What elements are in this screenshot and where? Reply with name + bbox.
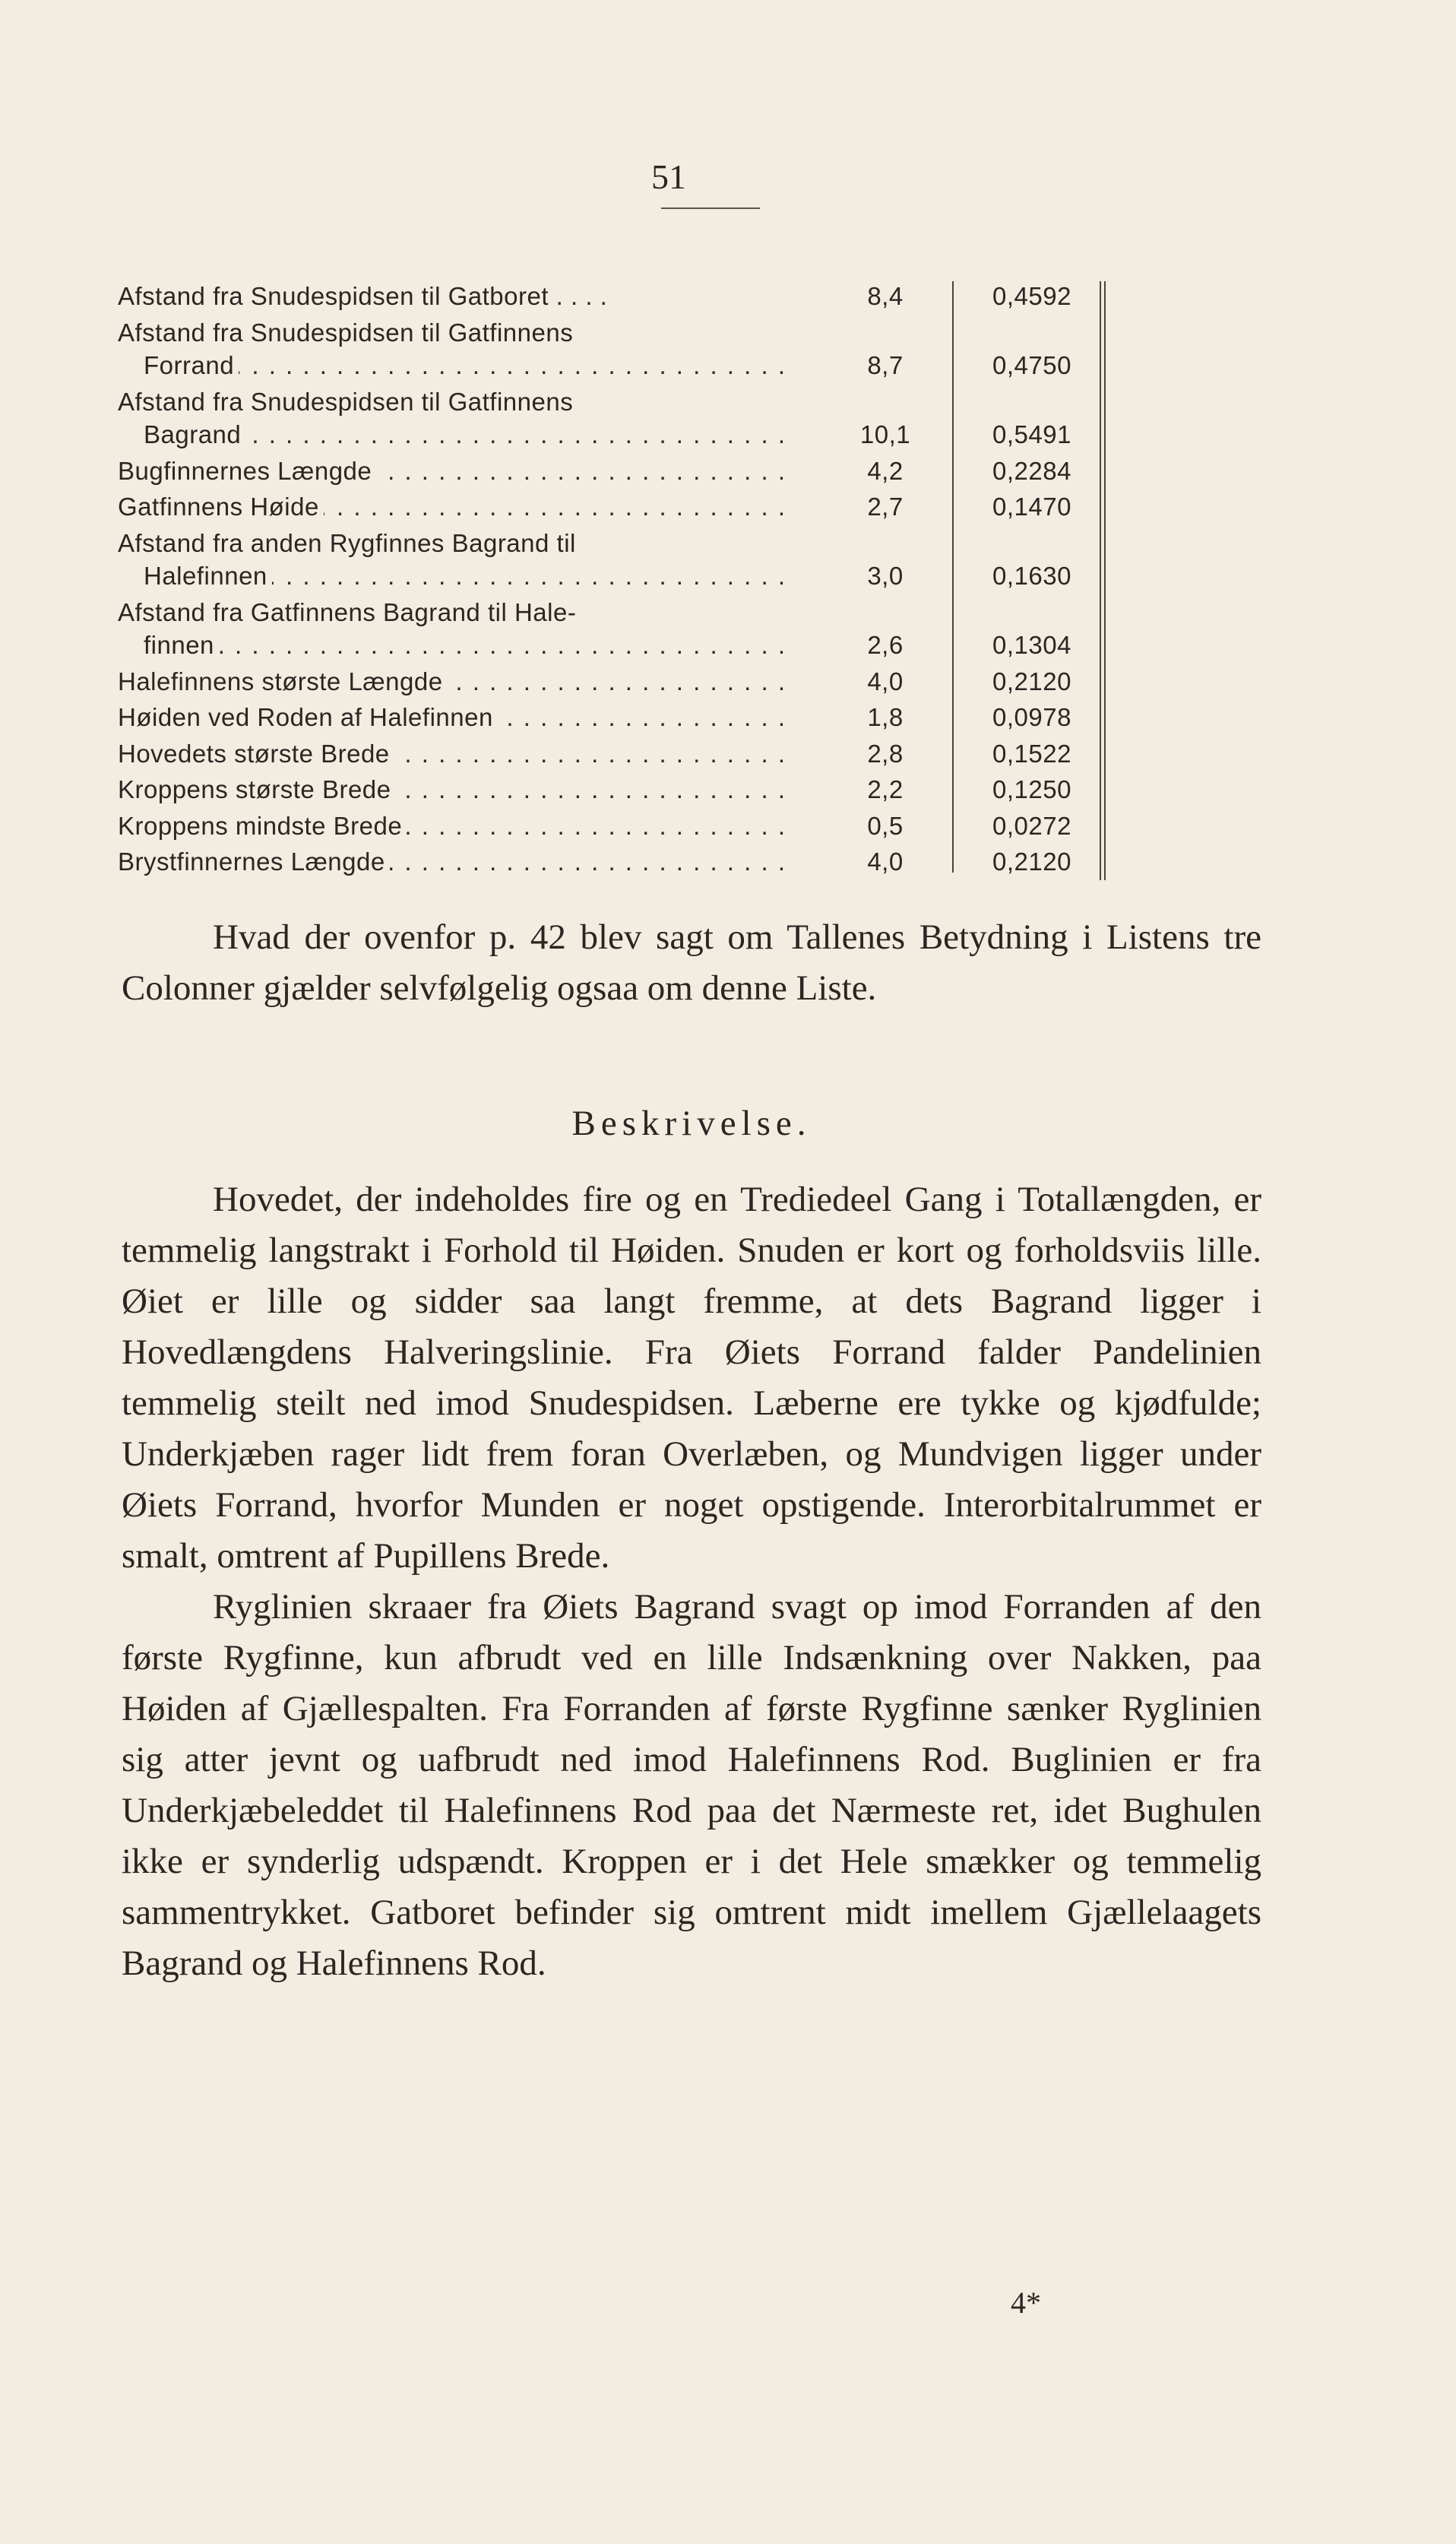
table-row [118,597,1098,664]
value-relative: 0,1522 [992,739,1071,768]
column-divider-2 [1100,281,1101,880]
value-relative: 0,1630 [992,562,1071,590]
value-relative: 0,1304 [992,631,1071,659]
table-row [118,387,1098,453]
row-label-text: Høiden ved Roden af Halefinnen [118,702,498,733]
table-row [118,281,1098,315]
value-absolute: 8,7 [867,351,904,379]
value-relative: 0,5491 [992,420,1071,448]
signature-mark: 4* [1011,2286,1041,2320]
row-label-text: finnen [144,630,219,661]
row-label-line [144,630,787,661]
row-label-text: Bagrand [144,420,245,450]
row-label-line [118,597,787,628]
row-label-text: Afstand fra anden Rygfinnes Bagrand til [118,529,581,557]
value-relative: 0,2120 [992,847,1071,876]
row-label-line [118,667,787,697]
intro-paragraph [122,912,1261,1014]
row-label-text: Halefinnens største Længde [118,667,448,697]
row-label-text: Kroppens mindste Brede [118,811,407,841]
table-row [118,667,1098,700]
row-label-line [118,775,787,805]
description-body [122,1174,1261,1989]
value-absolute: 10,1 [859,420,911,448]
row-label-text: Afstand fra Snudespidsen til Gatfinnens [118,318,578,347]
section-heading: Beskrivelse. [571,1104,812,1143]
value-relative: 0,0978 [992,703,1071,731]
row-label-text: Kroppens største Brede [118,775,396,805]
page-number: 51 [651,157,686,196]
intro-text: Hvad der ovenfor p. 42 blev sagt om Tallenes Betydning i Listens tre Colonner gjælder selvfølgelig ogsaa om denne Liste. [122,917,1261,1008]
row-label-line [118,492,787,522]
row-label-text: Gatfinnens Høide [118,492,324,522]
value-relative: 0,0272 [992,811,1071,840]
value-relative: 0,1470 [992,493,1071,521]
row-label-text: Afstand fra Snudespidsen til Gatboret . . . . [118,282,612,310]
row-label-line [118,281,787,312]
table-row [118,492,1098,525]
row-label-text: Forrand [144,350,239,381]
row-label-line [118,318,787,348]
value-absolute: 1,8 [867,703,904,731]
value-relative: 0,4592 [992,282,1071,310]
row-label-line [144,350,787,381]
table-row [118,775,1098,808]
value-absolute: 2,2 [867,775,904,803]
value-absolute: 4,0 [867,667,904,695]
table-row [118,847,1098,880]
value-absolute: 8,4 [867,282,904,310]
description-paragraph-1: Hovedet, der indeholdes fire og en Trediedeel Gang i Totallængden, er temmelig langstrakt i Forhold til Høiden. Snuden er kort og forholdsviis lille. Øiet er lille og sidder saa langt fremme, at dets Bagrand ligger i Hovedlængdens Halveringslinie. Fra Øiets Forrand falder Pandelinien temmelig steilt ned imod Snudespidsen. Læberne ere tykke og kjødfulde; Underkjæben rager lidt frem foran Overlæben, og Mundvigen ligger under Øiets Forrand, hvorfor Munden er noget opstigende. Interorbitalrummet er smalt, omtrent af Pupillens Brede. [122,1180,1261,1576]
row-label-text: Afstand fra Snudespidsen til Gatfinnens [118,388,578,416]
value-relative: 0,2120 [992,667,1071,695]
table-row [118,811,1098,844]
table-row [118,739,1098,772]
row-label-line [118,528,787,559]
value-relative: 0,1250 [992,775,1071,803]
value-absolute: 2,7 [867,493,904,521]
value-relative: 0,4750 [992,351,1071,379]
row-label-text: Halefinnen [144,561,272,591]
row-label-line [118,456,787,486]
table-row [118,702,1098,736]
row-label-line [144,420,787,450]
column-divider-2-double [1104,281,1106,880]
row-label-line [118,739,787,769]
row-label-text: Brystfinnernes Længde [118,847,390,877]
row-label-text: Afstand fra Gatfinnens Bagrand til Hale- [118,598,581,626]
description-paragraph-2: Ryglinien skraaer fra Øiets Bagrand svagt op imod Forranden af den første Rygfinne, kun afbrudt ved en lille Indsænkning over Nakken, paa Høiden af Gjællespalten. Fra Forranden af første Rygfinne sænker Ryglinien sig atter jevnt og uafbrudt ned imod Halefinnens Rod. Buglinien er fra Underkjæbeleddet til Halefinnens Rod paa det Nærmeste ret, idet Bughulen ikke er synderlig udspændt. Kroppen er i det Hele smækker og temmelig sammentrykket. Gatboret befinder sig omtrent midt imellem Gjællelaagets Bagrand og Halefinnens Rod. [122,1587,1261,1983]
value-absolute: 3,0 [867,562,904,590]
value-absolute: 4,2 [867,456,904,485]
measurements-table [118,281,1098,880]
page-number-rule [661,208,760,209]
value-absolute: 2,8 [867,739,904,768]
row-label-line [118,702,787,733]
value-relative: 0,2284 [992,456,1071,485]
table-row [118,528,1098,594]
value-absolute: 4,0 [867,847,904,876]
table-row [118,318,1098,384]
row-label-line [118,811,787,841]
row-label-line [144,561,787,591]
row-label-text: Hovedets største Brede [118,739,394,769]
row-label-text: Bugfinnernes Længde [118,456,376,486]
row-label-line [118,847,787,877]
row-label-line [118,387,787,417]
value-absolute: 0,5 [867,811,904,840]
table-row [118,456,1098,489]
value-absolute: 2,6 [867,631,904,659]
